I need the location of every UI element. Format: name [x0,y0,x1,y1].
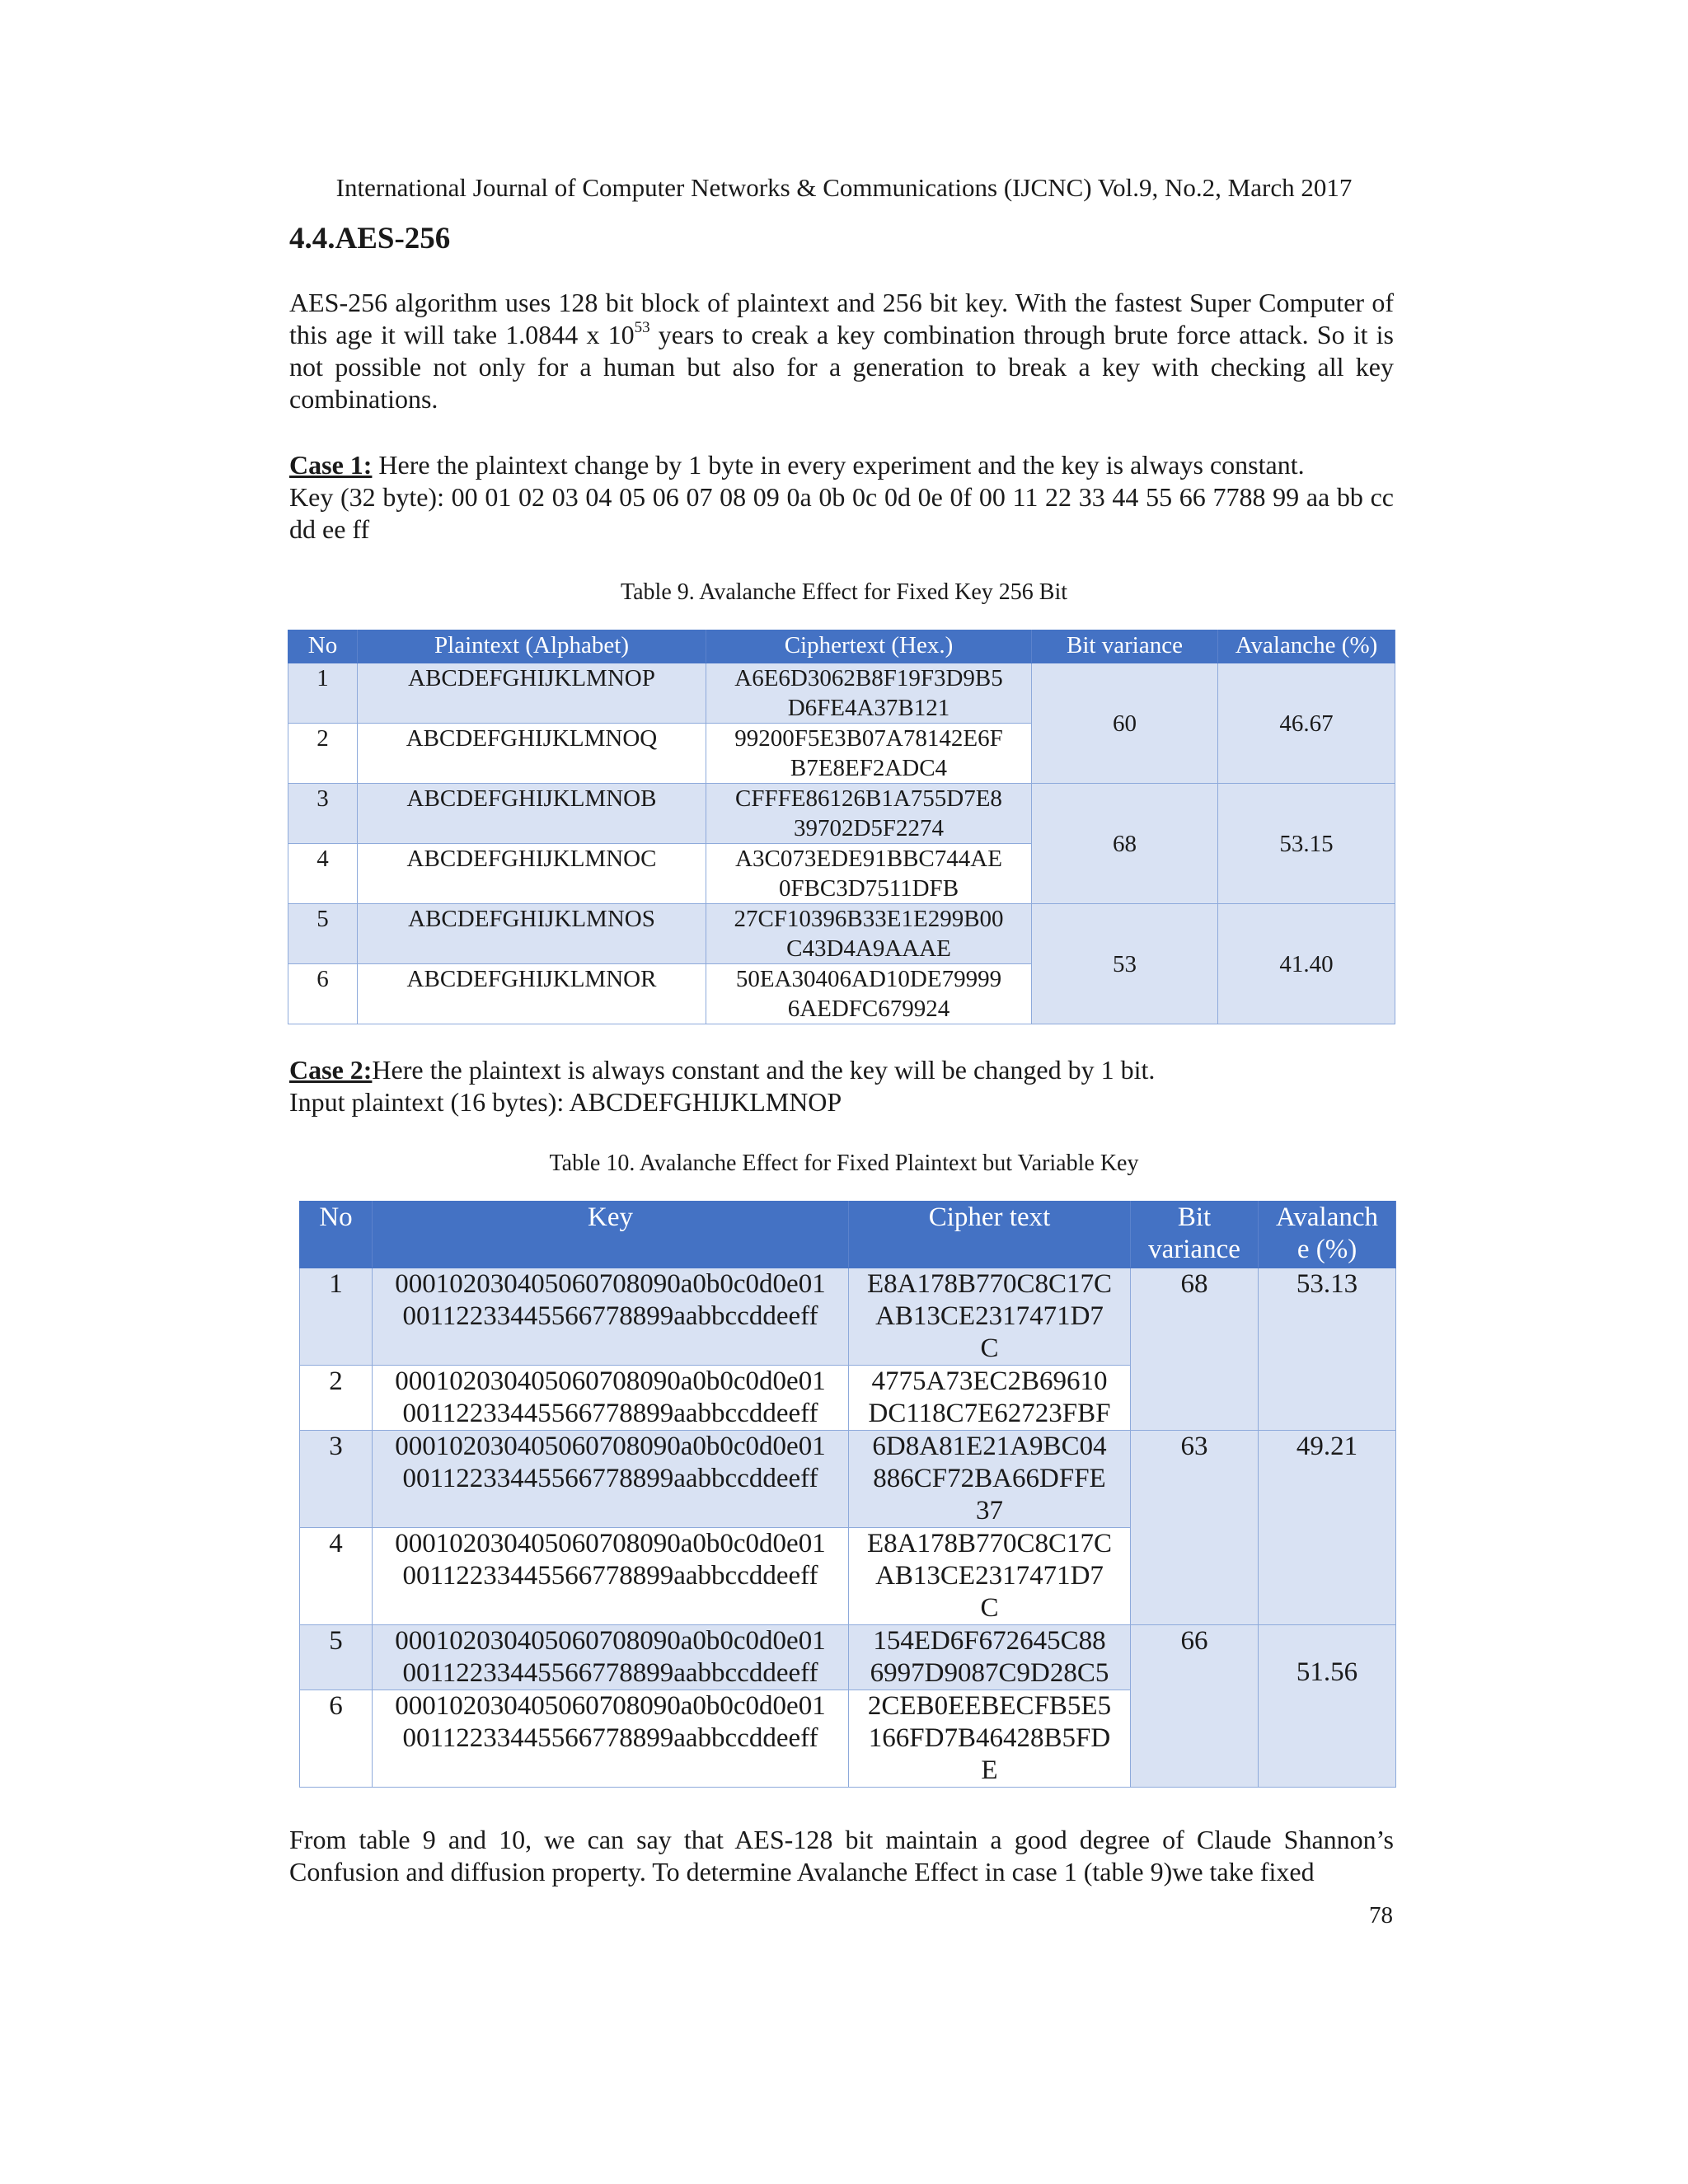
header-line-2: e (%) [1296,1235,1357,1264]
case2-input-line: Input plaintext (16 bytes): ABCDEFGHIJKLMNOP [289,1087,842,1117]
case2-text: Here the plaintext is always constant and the key will be changed by 1 bit. [372,1055,1156,1085]
cipher-line-1: 99200F5E3B07A78142E6F [734,725,1003,752]
table10-caption: Table 10. Avalanche Effect for Fixed Plaintext but Variable Key [549,1151,1139,1176]
section-title: 4.4.AES-256 [289,222,451,255]
group-bit-variance: 53 [1032,904,1218,1024]
table-row [300,1268,1396,1366]
group-avalanche: 53.13 [1259,1268,1396,1431]
row-plaintext: ABCDEFGHIJKLMNOR [358,964,706,1024]
cipher-line-2: 886CF72BA66DFFE [873,1464,1106,1493]
key-line-2: 00112233445566778899aabbccddeeff [402,1658,818,1688]
row-no: 5 [288,904,358,964]
closing-paragraph: From table 9 and 10, we can say that AES-128 bit maintain a good degree of Claude Shannon’s Confusion and diffusion property. To determine Avalanche Effect in case 1 (table 9)we take fixed [289,1825,1394,1886]
row-no: 3 [300,1431,373,1528]
group-bit-variance: 60 [1032,663,1218,784]
row-key [373,1625,849,1690]
row-plaintext: ABCDEFGHIJKLMNOS [358,904,706,964]
case2-paragraph [289,1054,1394,1118]
row-no: 6 [300,1690,373,1788]
page-number: 78 [1369,1902,1393,1929]
table-row [288,904,1395,964]
cipher-line-2: 0FBC3D7511DFB [778,875,959,902]
cipher-line-3: C [980,1333,999,1363]
cipher-line-1: 154ED6F672645C88 [873,1626,1106,1656]
cipher-line-1: 50EA30406AD10DE79999 [735,966,1002,992]
table10-header-avalanche [1259,1202,1396,1268]
cipher-line-1: E8A178B770C8C17C [866,1269,1113,1299]
table-row [300,1431,1396,1528]
case1-label: Case 1: [289,450,373,480]
cipher-line-2: AB13CE2317471D7 [875,1301,1104,1331]
table9-header-avalanche: Avalanche (%) [1218,630,1395,663]
running-head: International Journal of Computer Networks & Communications (IJCNC) Vol.9, No.2, March 2017 [335,173,1353,202]
table-row [288,663,1395,724]
table9-caption: Table 9. Avalanche Effect for Fixed Key 256 Bit [620,579,1068,605]
row-ciphertext [706,964,1032,1024]
cipher-line-2: 6997D9087C9D28C5 [870,1658,1109,1688]
row-plaintext: ABCDEFGHIJKLMNOQ [358,724,706,784]
cipher-line-3: C [980,1593,999,1623]
table10 [299,1201,1396,1788]
row-cipher [849,1431,1131,1528]
cipher-line-2: C43D4A9AAAE [786,935,951,962]
case1-key-line: Key (32 byte): 00 01 02 03 04 05 06 07 08 09 0a 0b 0c 0d 0e 0f 00 11 22 33 44 55 66 7788 99 aa bb cc dd ee ff [289,482,1394,544]
cipher-line-2: 39702D5F2274 [793,815,945,841]
table-row [288,784,1395,844]
key-line-1: 000102030405060708090a0b0c0d0e01 [395,1366,826,1396]
row-cipher [849,1366,1131,1431]
row-plaintext: ABCDEFGHIJKLMNOB [358,784,706,844]
cipher-line-3: E [981,1755,998,1785]
row-ciphertext [706,663,1032,724]
table10-header-bit-variance [1131,1202,1259,1268]
row-ciphertext [706,724,1032,784]
group-avalanche: 46.67 [1218,663,1395,784]
row-no: 1 [300,1268,373,1366]
key-line-2: 00112233445566778899aabbccddeeff [402,1561,818,1591]
row-cipher [849,1528,1131,1625]
row-no: 6 [288,964,358,1024]
table9-header-bit-variance: Bit variance [1032,630,1218,663]
table10-header-row [300,1202,1396,1268]
group-avalanche: 49.21 [1259,1431,1396,1625]
group-bit-variance: 68 [1032,784,1218,904]
row-no: 5 [300,1625,373,1690]
row-no: 3 [288,784,358,844]
case2-label: Case 2: [289,1055,373,1085]
header-line-1: Bit [1177,1202,1212,1232]
row-no: 2 [288,724,358,784]
cipher-line-2: AB13CE2317471D7 [875,1561,1104,1591]
group-avalanche: 53.15 [1218,784,1395,904]
row-key [373,1366,849,1431]
table10-header-cipher: Cipher text [849,1202,1131,1268]
case1-paragraph [289,449,1394,546]
key-line-2: 00112233445566778899aabbccddeeff [402,1464,818,1493]
key-line-2: 00112233445566778899aabbccddeeff [402,1301,818,1331]
table9-header-ciphertext: Ciphertext (Hex.) [706,630,1032,663]
row-no: 2 [300,1366,373,1431]
key-line-2: 00112233445566778899aabbccddeeff [402,1723,818,1753]
row-ciphertext [706,784,1032,844]
row-no: 4 [300,1528,373,1625]
row-cipher [849,1690,1131,1788]
table10-header-no: No [300,1202,373,1268]
cipher-line-1: CFFFE86126B1A755D7E8 [735,785,1002,812]
row-key [373,1268,849,1366]
row-cipher [849,1268,1131,1366]
cipher-line-2: DC118C7E62723FBF [868,1399,1111,1428]
key-line-1: 000102030405060708090a0b0c0d0e01 [395,1626,826,1656]
cipher-line-2: B7E8EF2ADC4 [790,755,948,781]
row-key [373,1528,849,1625]
table10-header-key: Key [373,1202,849,1268]
table9-header-row [288,630,1395,663]
key-line-1: 000102030405060708090a0b0c0d0e01 [395,1269,826,1299]
case1-text: Here the plaintext change by 1 byte in every experiment and the key is always constant. [372,450,1305,480]
cipher-line-1: A6E6D3062B8F19F3D9B5 [734,665,1003,691]
cipher-line-1: 2CEB0EEBECFB5E5 [867,1691,1112,1721]
table9-header-plaintext: Plaintext (Alphabet) [358,630,706,663]
row-cipher [849,1625,1131,1690]
row-plaintext: ABCDEFGHIJKLMNOP [358,663,706,724]
cipher-line-1: 6D8A81E21A9BC04 [872,1432,1107,1461]
row-no: 4 [288,844,358,904]
table-row [300,1625,1396,1690]
exponent: 53 [634,319,650,336]
row-plaintext: ABCDEFGHIJKLMNOC [358,844,706,904]
key-line-2: 00112233445566778899aabbccddeeff [402,1399,818,1428]
group-bit-variance: 63 [1131,1431,1259,1625]
row-key [373,1690,849,1788]
table9-header-no: No [288,630,358,663]
cipher-line-1: 4775A73EC2B69610 [871,1366,1108,1396]
key-line-1: 000102030405060708090a0b0c0d0e01 [395,1432,826,1461]
row-ciphertext [706,904,1032,964]
row-ciphertext [706,844,1032,904]
cipher-line-3: 37 [976,1496,1003,1526]
table9 [288,630,1395,1024]
cipher-line-1: 27CF10396B33E1E299B00 [734,906,1004,932]
row-key [373,1431,849,1528]
group-bit-variance: 68 [1131,1268,1259,1431]
header-line-1: Avalanch [1276,1202,1378,1232]
row-no: 1 [288,663,358,724]
key-line-1: 000102030405060708090a0b0c0d0e01 [395,1691,826,1721]
key-line-1: 000102030405060708090a0b0c0d0e01 [395,1529,826,1558]
intro-paragraph [289,287,1394,415]
group-avalanche: 41.40 [1218,904,1395,1024]
header-line-2: variance [1148,1235,1240,1264]
group-avalanche: 51.56 [1259,1625,1396,1788]
group-bit-variance: 66 [1131,1625,1259,1788]
intro-text-a: AES-256 algorithm uses 128 bit block of plaintext and 256 bit key. With the fastest Super Computer of this age it will take 1.0844 x 10 [289,288,1394,349]
cipher-line-2: D6FE4A37B121 [787,695,950,721]
cipher-line-1: A3C073EDE91BBC744AE [735,846,1002,872]
cipher-line-2: 6AEDFC679924 [787,996,950,1022]
cipher-line-2: 166FD7B46428B5FD [868,1723,1111,1753]
intro-text-b: years to creak a key combination through brute force attack. So it is not possible not only for a human but also for a generation to break a key with checking all key combinations. [289,320,1394,414]
cipher-line-1: E8A178B770C8C17C [866,1529,1113,1558]
